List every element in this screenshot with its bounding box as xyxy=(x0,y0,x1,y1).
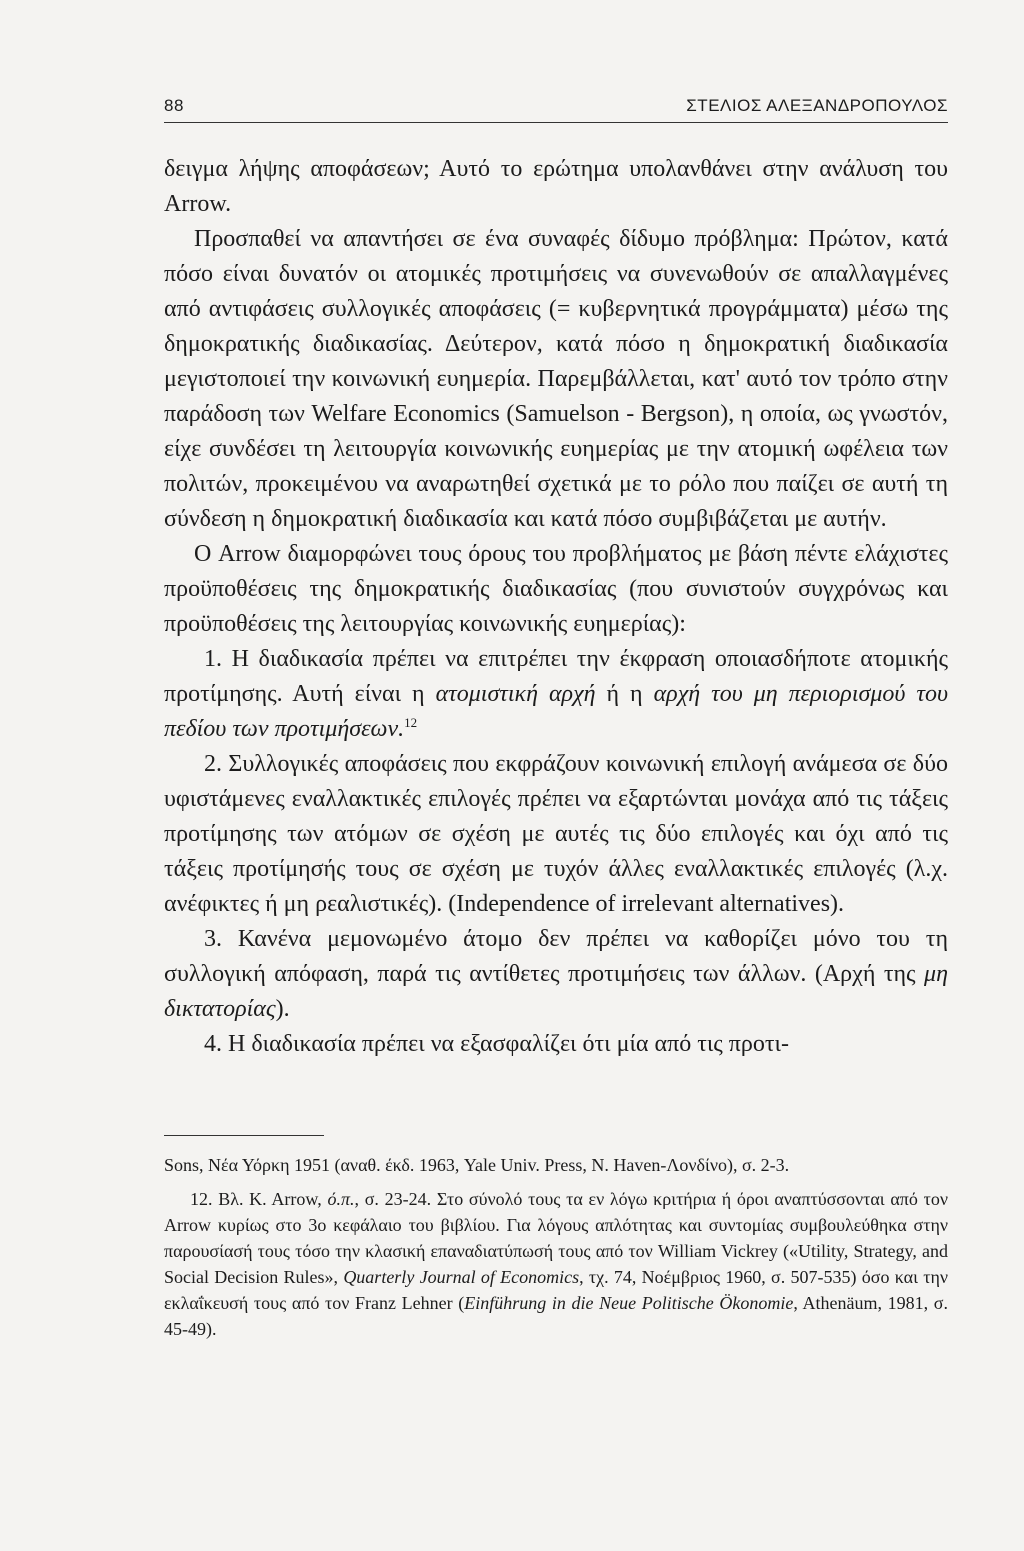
footnote-12-book: Einführung in die Neue Politische Ökonomie xyxy=(464,1293,794,1313)
footnote-12-journal: Quarterly Journal of Economics xyxy=(343,1267,580,1287)
criterion-1-italic-a: ατομιστική αρχή xyxy=(435,681,596,707)
footnote-ref-12: 12 xyxy=(404,715,418,730)
footnote-12-text-a: 12. Βλ. K. Arrow, xyxy=(190,1189,328,1209)
running-head xyxy=(164,96,948,123)
criterion-1-text-a: 1. Η διαδικασία πρέπει να επιτρέπει την έκφραση οποιασδήποτε ατομικής προτίμησης. Αυτή είναι η xyxy=(164,646,948,707)
paragraph-1: δειγμα λήψης αποφάσεων; Αυτό το ερώτημα υπολανθάνει στην ανάλυση του Arrow. xyxy=(164,156,948,217)
criterion-3-text-b: ). xyxy=(275,996,290,1022)
paragraph-2: Προσπαθεί να απαντήσει σε ένα συναφές δίδυμο πρόβλημα: Πρώτον, κατά πόσο είναι δυνατόν οι ατομικές προτιμήσεις να συνενωθούν σε απαλλαγμένες από αντιφάσεις συλλογικές αποφάσεις (= κυβερνητικά προγράμματα) μέσω της δημοκρατικής διαδικασίας. Δεύτερον, κατά πόσο η δημοκρατική διαδικασία μεγιστοποιεί την κοινωνική ευημερία. Παρεμβάλλεται, κατ' αυτό τον τρόπο στην παράδοση των Welfare Economics (Samuelson - Bergson), η οποία, ως γνωστόν, είχε συνδέσει τη λειτουργία κοινωνικής ευημερίας με την ατομική ωφέλεια των πολιτών, προκειμένου να αναρωτηθεί σχετικά με το ρόλο που παίζει σε αυτή τη σύνδεση η δημοκρατική διαδικασία και κατά πόσο συμβιβάζεται με αυτήν. xyxy=(164,226,948,532)
footnote-12 xyxy=(164,1186,948,1342)
footnote-divider xyxy=(164,1135,324,1136)
criterion-1-italic-b: αρχή του μη περιορισμού του πεδίου των προτιμήσεων. xyxy=(164,681,948,742)
page-number: 88 xyxy=(164,96,184,115)
criterion-1-text-b: ή η xyxy=(595,681,654,707)
paragraph-3: Ο Arrow διαμορφώνει τους όρους του προβλήματος με βάση πέντε ελάχιστες προϋποθέσεις της δημοκρατικής διαδικασίας (που συνιστούν συγχρόνως και προϋποθέσεις της λειτουργίας κοινωνικής ευημερίας): xyxy=(164,541,948,637)
criterion-1 xyxy=(164,642,948,747)
criterion-4: 4. Η διαδικασία πρέπει να εξασφαλίζει ότι μία από τις προτι- xyxy=(204,1031,789,1057)
criterion-2: 2. Συλλογικές αποφάσεις που εκφράζουν κοινωνική επιλογή ανάμεσα σε δύο υφιστάμενες εναλλακτικές επιλογές πρέπει να εξαρτώνται μονάχα από τις τάξεις προτίμησης των ατόμων σε σχέση με αυτές τις δύο επιλογές και όχι από τις τάξεις προτίμησής τους σε σχέση με τυχόν άλλες εναλλακτικές επιλογές (λ.χ. ανέφικτες ή μη ρεαλιστικές). (Independence of irrelevant alternatives). xyxy=(164,751,948,917)
footnote-12-text-b: , σ. 23-24. Στο σύνολό τους τα εν λόγω κριτήρια ή όροι αναπτύσσονται από τον Arrow κυρίως στο 3ο κεφάλαιο του βιβλίου. Για λόγους απλότητας και συντομίας συμβουλεύθηκα στην παρουσίασή τους τόσο την κλασική επαναδιατύπωσή τους από τον William Vickrey («Utility, Strategy, and Social Decision Rules», xyxy=(164,1189,948,1287)
footnote-continuation: Sons, Νέα Υόρκη 1951 (αναθ. έκδ. 1963, Yale Univ. Press, N. Haven-Λονδίνο), σ. 2-3. xyxy=(164,1155,790,1175)
footnote-12-op-cit: ό.π. xyxy=(327,1189,355,1209)
footnote-12-text-d: , Athenäum, 1981, σ. 45-49). xyxy=(164,1293,948,1339)
footnotes xyxy=(164,1152,948,1342)
criterion-3-text-a: 3. Κανένα μεμονωμένο άτομο δεν πρέπει να καθορίζει μόνο του τη συλλογική απόφαση, παρά τις αντίθετες προτιμήσεις των άλλων. (Αρχή της xyxy=(164,926,948,987)
running-head-author: ΣΤΕΛΙΟΣ ΑΛΕΞΑΝΔΡΟΠΟΥΛΟΣ xyxy=(686,96,948,115)
criterion-3-italic: μη δικτατορίας xyxy=(164,961,948,1022)
footnote-12-text-c: , τχ. 74, Νοέμβριος 1960, σ. 507-535) όσο και την εκλαΐκευσή τους από τον Franz Lehner ( xyxy=(164,1267,948,1313)
body-text xyxy=(164,152,948,1062)
criterion-3 xyxy=(164,922,948,1027)
